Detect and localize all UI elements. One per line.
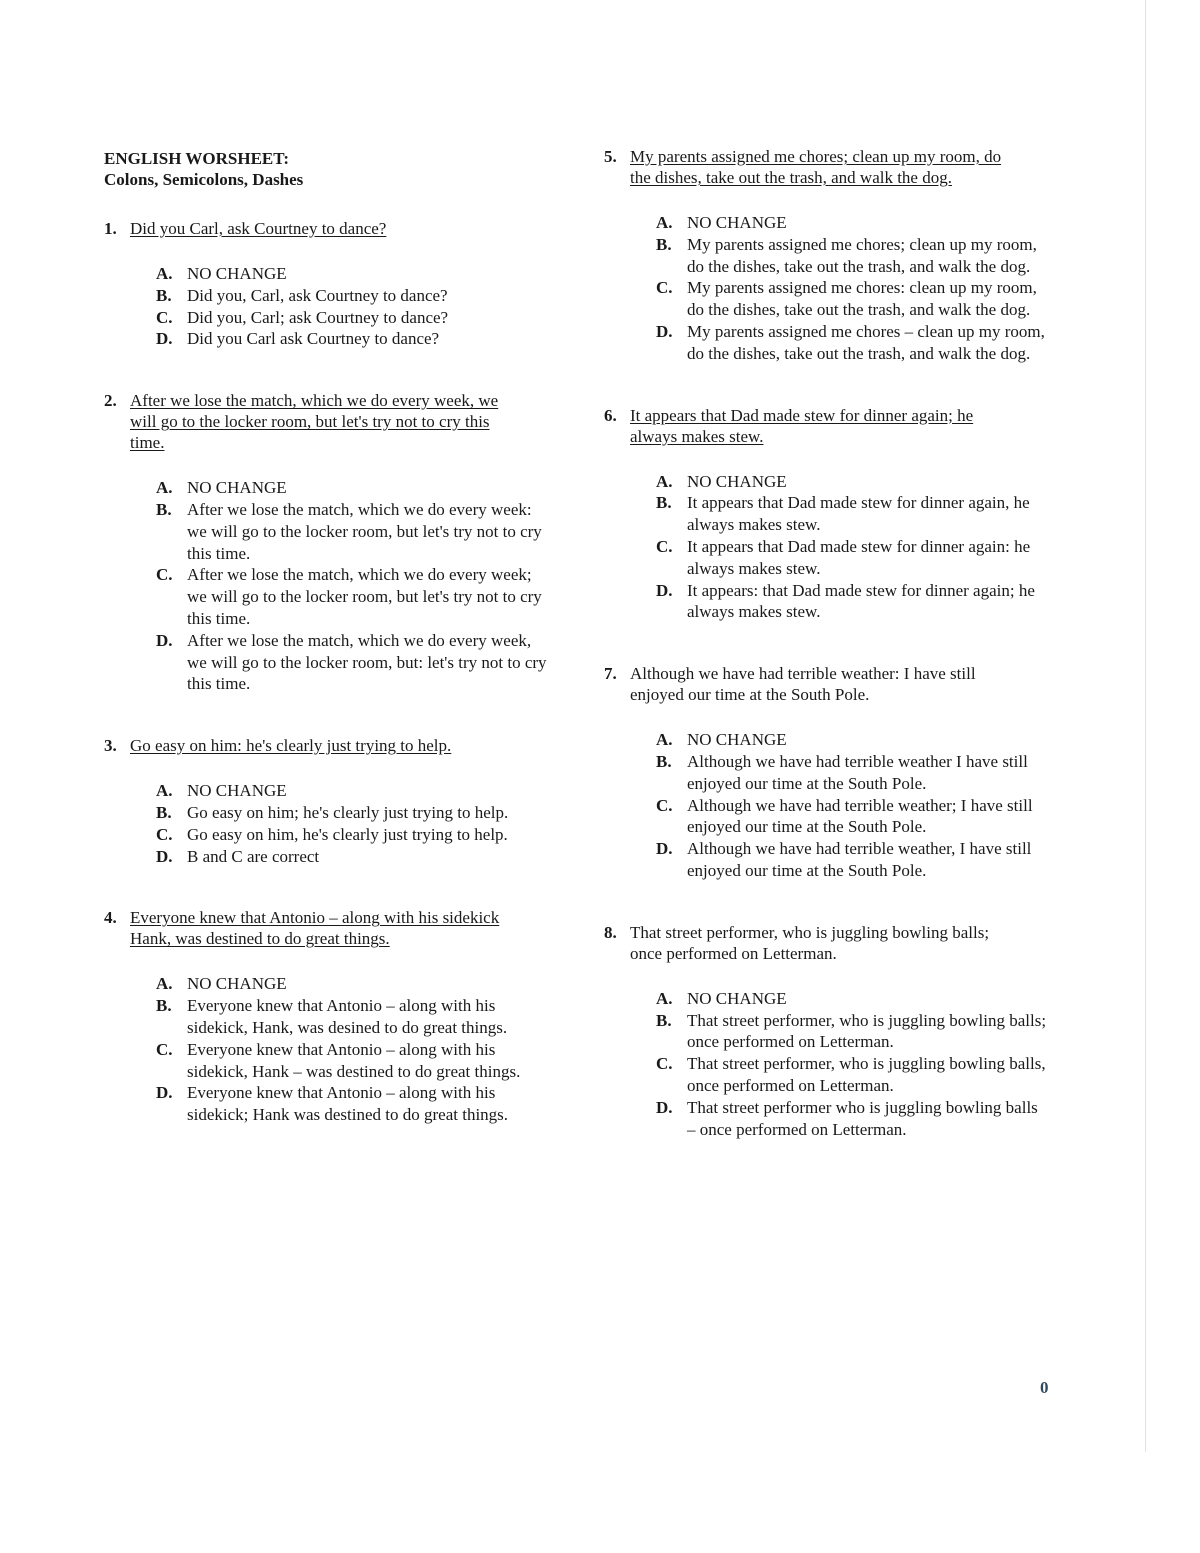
- option-text: Go easy on him; he's clearly just trying to help.: [187, 802, 509, 822]
- option-letter: A.: [156, 781, 173, 801]
- answer-options: [130, 263, 544, 350]
- option-letter: D.: [656, 839, 673, 859]
- question-stem: That street performer, who is juggling bowling balls; once performed on Letterman.: [630, 922, 990, 963]
- option-text: My parents assigned me chores: clean up my room, do the dishes, take out the trash, and walk the dog.: [687, 278, 1037, 320]
- answer-option[interactable]: [156, 973, 547, 995]
- option-text: Go easy on him, he's clearly just trying to help.: [187, 824, 508, 844]
- answer-option[interactable]: [156, 328, 547, 350]
- answer-option[interactable]: [656, 838, 1047, 882]
- option-letter: C.: [656, 795, 673, 815]
- answer-option[interactable]: [156, 780, 547, 802]
- question-stem: Did you Carl, ask Courtney to dance?: [130, 219, 387, 238]
- option-text: NO CHANGE: [187, 781, 287, 801]
- option-letter: B.: [656, 493, 672, 513]
- option-text: Although we have had terrible weather I have still enjoyed our time at the South Pole.: [687, 751, 1028, 793]
- answer-option[interactable]: [656, 795, 1047, 839]
- spacer: [104, 350, 544, 390]
- answer-option[interactable]: [156, 630, 547, 695]
- option-text: That street performer, who is juggling bowling balls; once performed on Letterman.: [687, 1010, 1047, 1052]
- option-letter: A.: [656, 988, 673, 1008]
- answer-options: [630, 988, 1047, 1141]
- question-1: [104, 218, 544, 350]
- answer-option[interactable]: [656, 321, 1047, 365]
- option-letter: D.: [156, 329, 173, 349]
- question-stem: It appears that Dad made stew for dinner again; he always makes stew.: [630, 405, 974, 446]
- option-text: NO CHANGE: [687, 213, 787, 232]
- option-text: NO CHANGE: [187, 264, 287, 283]
- option-text: NO CHANGE: [687, 471, 787, 491]
- spacer: [104, 867, 544, 907]
- question-stem: Although we have had terrible weather: I have still enjoyed our time at the South Pole.: [630, 664, 976, 705]
- option-letter: B.: [156, 285, 172, 305]
- option-text: NO CHANGE: [187, 974, 287, 994]
- question-8: [604, 922, 1047, 1141]
- answer-option[interactable]: [656, 471, 1047, 493]
- option-letter: B.: [156, 802, 172, 822]
- answer-option[interactable]: [656, 234, 1047, 278]
- answer-option[interactable]: [156, 307, 547, 329]
- option-letter: B.: [656, 1010, 672, 1030]
- answer-options: [130, 780, 544, 867]
- question-number: 5.: [604, 147, 617, 166]
- answer-options: [630, 212, 1044, 365]
- answer-option[interactable]: [156, 477, 547, 499]
- answer-option[interactable]: [656, 1010, 1047, 1054]
- option-text: That street performer, who is juggling bowling balls, once performed on Letterman.: [687, 1054, 1046, 1095]
- option-text: Did you, Carl, ask Courtney to dance?: [187, 285, 448, 305]
- worksheet-title: ENGLISH WORSHEET:: [104, 149, 290, 168]
- option-text: After we lose the match, which we do every week: we will go to the locker room, but let's try not to cry this time.: [187, 499, 542, 563]
- answer-option[interactable]: [156, 564, 547, 629]
- question-3: [104, 735, 544, 867]
- option-letter: B.: [656, 751, 672, 771]
- answer-options: [630, 729, 1044, 882]
- option-text: Did you Carl ask Courtney to dance?: [187, 329, 440, 349]
- option-text: Although we have had terrible weather; I have still enjoyed our time at the South Pole.: [687, 795, 1033, 837]
- option-text: After we lose the match, which we do every week, we will go to the locker room, but: let's try not to cry this time.: [187, 630, 547, 694]
- question-number: 7.: [604, 664, 617, 684]
- answer-options: [130, 477, 547, 695]
- question-number: 1.: [104, 219, 117, 238]
- question-number: 8.: [604, 922, 617, 942]
- answer-option[interactable]: [656, 729, 1047, 751]
- answer-option[interactable]: [156, 285, 547, 307]
- spacer: [104, 695, 544, 735]
- question-number: 6.: [604, 405, 617, 425]
- question-4: [104, 907, 544, 1126]
- answer-option[interactable]: [656, 1097, 1047, 1141]
- answer-option[interactable]: [156, 499, 547, 564]
- option-letter: C.: [156, 307, 173, 327]
- question-stem: Everyone knew that Antonio – along with his sidekick Hank, was destined to do great things.: [130, 908, 500, 949]
- answer-option[interactable]: [656, 580, 1047, 624]
- option-text: My parents assigned me chores; clean up my room, do the dishes, take out the trash, and walk the dog.: [687, 234, 1037, 276]
- option-letter: C.: [156, 824, 173, 844]
- answer-option[interactable]: [656, 751, 1047, 795]
- option-text: Everyone knew that Antonio – along with his sidekick; Hank was destined to do great things.: [187, 1083, 509, 1125]
- option-letter: D.: [656, 321, 673, 341]
- option-letter: C.: [156, 565, 173, 585]
- spacer: [604, 882, 1044, 922]
- option-letter: C.: [656, 278, 673, 298]
- option-letter: D.: [156, 630, 173, 650]
- answer-option[interactable]: [156, 995, 547, 1039]
- page-number: 0: [1040, 1378, 1049, 1397]
- option-letter: A.: [656, 730, 673, 750]
- option-text: It appears that Dad made stew for dinner again, he always makes stew.: [687, 493, 1030, 535]
- option-text: Everyone knew that Antonio – along with his sidekick, Hank – was destined to do great things.: [187, 1039, 521, 1081]
- option-letter: D.: [656, 580, 673, 600]
- question-number: 3.: [104, 736, 117, 756]
- option-letter: B.: [656, 234, 672, 254]
- spacer: [604, 623, 1044, 663]
- option-letter: A.: [656, 471, 673, 491]
- option-letter: C.: [656, 536, 673, 556]
- answer-options: [630, 471, 1044, 624]
- question-stem: My parents assigned me chores; clean up my room, do the dishes, take out the trash, and walk the dog.: [630, 147, 1002, 187]
- option-text: After we lose the match, which we do every week; we will go to the locker room, but let's try not to cry this time.: [187, 565, 542, 628]
- option-text: My parents assigned me chores – clean up my room, do the dishes, take out the trash, and walk the dog.: [687, 321, 1045, 363]
- option-text: Although we have had terrible weather, I have still enjoyed our time at the South Pole.: [687, 839, 1032, 880]
- answer-option[interactable]: [156, 263, 547, 285]
- question-2: [104, 390, 547, 695]
- page-edge-line: [1145, 0, 1146, 1452]
- option-letter: B.: [156, 499, 172, 519]
- question-number: 4.: [104, 908, 117, 928]
- worksheet-subtitle: Colons, Semicolons, Dashes: [104, 170, 304, 189]
- answer-options: [130, 973, 544, 1126]
- option-text: NO CHANGE: [687, 988, 787, 1008]
- answer-option[interactable]: [156, 846, 547, 868]
- answer-option[interactable]: [156, 824, 547, 846]
- option-text: NO CHANGE: [187, 478, 287, 498]
- worksheet-header: [104, 148, 544, 190]
- answer-option[interactable]: [656, 1053, 1047, 1097]
- option-letter: B.: [156, 996, 172, 1016]
- answer-option[interactable]: [656, 277, 1047, 321]
- question-7: [604, 663, 1044, 882]
- answer-option[interactable]: [656, 988, 1047, 1010]
- answer-option[interactable]: [156, 1082, 547, 1126]
- option-letter: C.: [156, 1039, 173, 1059]
- option-letter: D.: [156, 1083, 173, 1103]
- option-letter: C.: [656, 1054, 673, 1074]
- option-text: Did you, Carl; ask Courtney to dance?: [187, 307, 449, 327]
- right-column: [604, 146, 1047, 1140]
- option-letter: A.: [156, 264, 173, 283]
- answer-option[interactable]: [156, 1039, 547, 1083]
- option-letter: A.: [156, 478, 173, 498]
- question-number: 2.: [104, 391, 117, 411]
- option-letter: D.: [156, 846, 173, 866]
- answer-option[interactable]: [656, 492, 1047, 536]
- left-column: [104, 148, 547, 1126]
- question-stem: After we lose the match, which we do every week, we will go to the locker room, but let's try not to cry this time.: [130, 391, 499, 453]
- question-5: [604, 146, 1044, 365]
- question-6: [604, 405, 1044, 624]
- answer-option[interactable]: [156, 802, 547, 824]
- option-text: It appears: that Dad made stew for dinner again; he always makes stew.: [687, 580, 1035, 622]
- question-stem: Go easy on him: he's clearly just trying to help.: [130, 736, 452, 756]
- option-text: Everyone knew that Antonio – along with his sidekick, Hank, was desined to do great things.: [187, 996, 508, 1037]
- option-text: NO CHANGE: [687, 730, 787, 750]
- spacer: [604, 365, 1044, 405]
- option-text: It appears that Dad made stew for dinner again: he always makes stew.: [687, 536, 1031, 578]
- option-letter: D.: [656, 1097, 673, 1117]
- answer-option[interactable]: [656, 536, 1047, 580]
- option-text: That street performer who is juggling bowling balls – once performed on Letterman.: [687, 1097, 1038, 1139]
- answer-option[interactable]: [656, 212, 1047, 234]
- option-letter: A.: [656, 213, 673, 232]
- option-letter: A.: [156, 974, 173, 994]
- option-text: B and C are correct: [187, 846, 320, 866]
